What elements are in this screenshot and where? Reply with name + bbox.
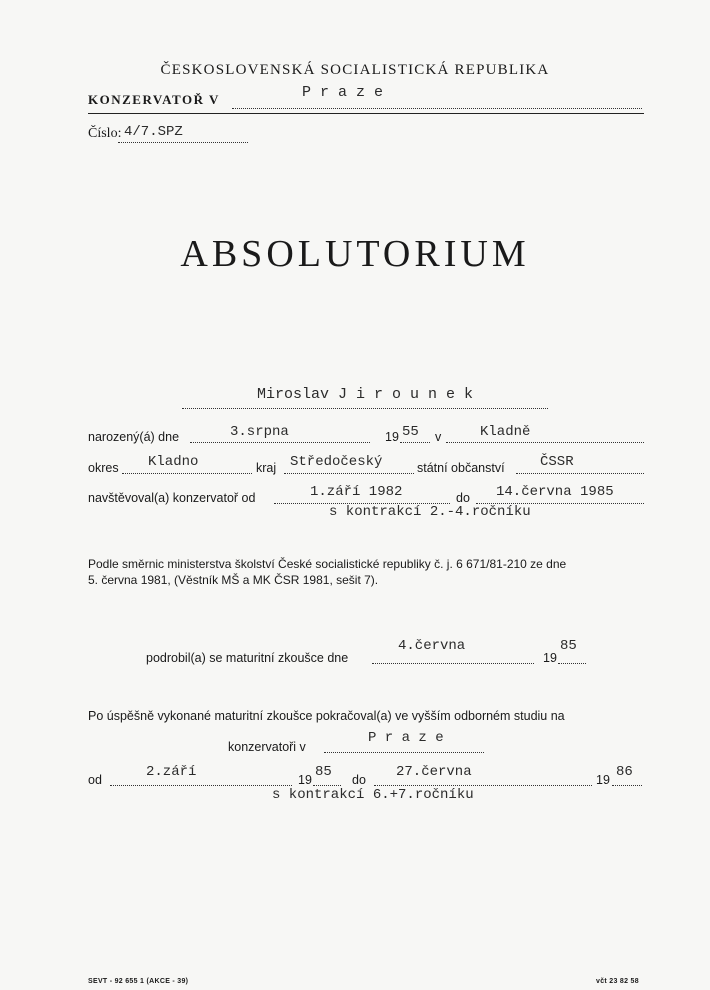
district-label: okres (88, 461, 119, 475)
holder-name: Miroslav J i r o u n e k (256, 386, 474, 403)
citizenship-dotted-line (516, 473, 644, 474)
district-dotted-line (122, 473, 252, 474)
born-date: 3.srpna (230, 424, 289, 440)
citizenship-label: státní občanství (417, 461, 505, 475)
document-title: ABSOLUTORIUM (180, 233, 530, 275)
born-label: narozený(á) dne (88, 430, 180, 444)
born-in-label: v (435, 430, 442, 444)
region-dotted-line (284, 473, 414, 474)
contraction-2: s kontrakcí 6.+7.ročníku (272, 787, 474, 803)
attended-label: navštěvoval(a) konzervatoř od (88, 491, 256, 505)
to-year: 86 (616, 764, 633, 780)
continuation-city-dotted-line (324, 752, 484, 753)
born-year-dotted-line (400, 442, 430, 443)
region-label: kraj (256, 461, 277, 475)
number-label: Číslo: (88, 126, 122, 141)
number-value: 4/7.SPZ (124, 124, 183, 140)
exam-label: podrobil(a) se maturitní zkoušce dne (146, 651, 349, 665)
exam-year-prefix: 19 (543, 651, 557, 665)
region: Středočeský (290, 454, 383, 470)
exam-date-dotted-line (372, 663, 534, 664)
attended-from: 1.září 1982 (310, 484, 403, 500)
directive-line-2: 5. června 1981, (Věstník MŠ a MK ČSR 1981, sešit 7). (88, 573, 379, 587)
conservatory-label: KONZERVATOŘ V (88, 92, 220, 107)
to-date: 27.června (396, 764, 472, 780)
conservatory-city: P r a z e (302, 84, 384, 101)
exam-year: 85 (560, 638, 577, 654)
from-date-dotted-line (110, 785, 292, 786)
from-year: 85 (315, 764, 332, 780)
continuation-city: P r a z e (368, 730, 444, 746)
footer-print-code: SEVT - 92 655 1 (AKCE - 39) (88, 978, 189, 985)
name-dotted-line (182, 408, 548, 409)
from-date: 2.září (146, 764, 197, 780)
from-year-dotted-line (313, 785, 341, 786)
exam-year-dotted-line (558, 663, 586, 664)
attended-to-label: do (456, 491, 470, 505)
republic-heading: ČESKOSLOVENSKÁ SOCIALISTICKÁ REPUBLIKA (160, 62, 550, 78)
number-dotted-line (118, 142, 248, 143)
continuation-conservatory-label: konzervatoři v (228, 740, 306, 754)
born-place: Kladně (480, 424, 531, 440)
born-date-dotted-line (190, 442, 370, 443)
attended-to: 14.června 1985 (496, 484, 614, 500)
directive-line-1: Podle směrnic ministerstva školství České socialistické republiky č. j. 6 671/81-210 ze dne (88, 557, 567, 571)
contraction-1: s kontrakcí 2.-4.ročníku (329, 504, 531, 520)
district: Kladno (148, 454, 199, 470)
header-rule (88, 113, 644, 114)
conservatory-dotted-line (232, 108, 642, 109)
footer-serial: včt 23 82 58 (596, 978, 639, 985)
from-year-prefix: 19 (298, 773, 312, 787)
to-date-dotted-line (374, 785, 592, 786)
to-year-dotted-line (612, 785, 642, 786)
born-year: 55 (402, 424, 419, 440)
continuation-text: Po úspěšně vykonané maturitní zkoušce pokračoval(a) ve vyšším odborném studiu na (88, 709, 565, 723)
born-place-dotted-line (446, 442, 644, 443)
citizenship: ČSSR (540, 454, 574, 470)
born-year-prefix: 19 (385, 430, 399, 444)
from-label: od (88, 773, 102, 787)
to-year-prefix: 19 (596, 773, 610, 787)
exam-date: 4.června (398, 638, 466, 654)
to-label: do (352, 773, 366, 787)
